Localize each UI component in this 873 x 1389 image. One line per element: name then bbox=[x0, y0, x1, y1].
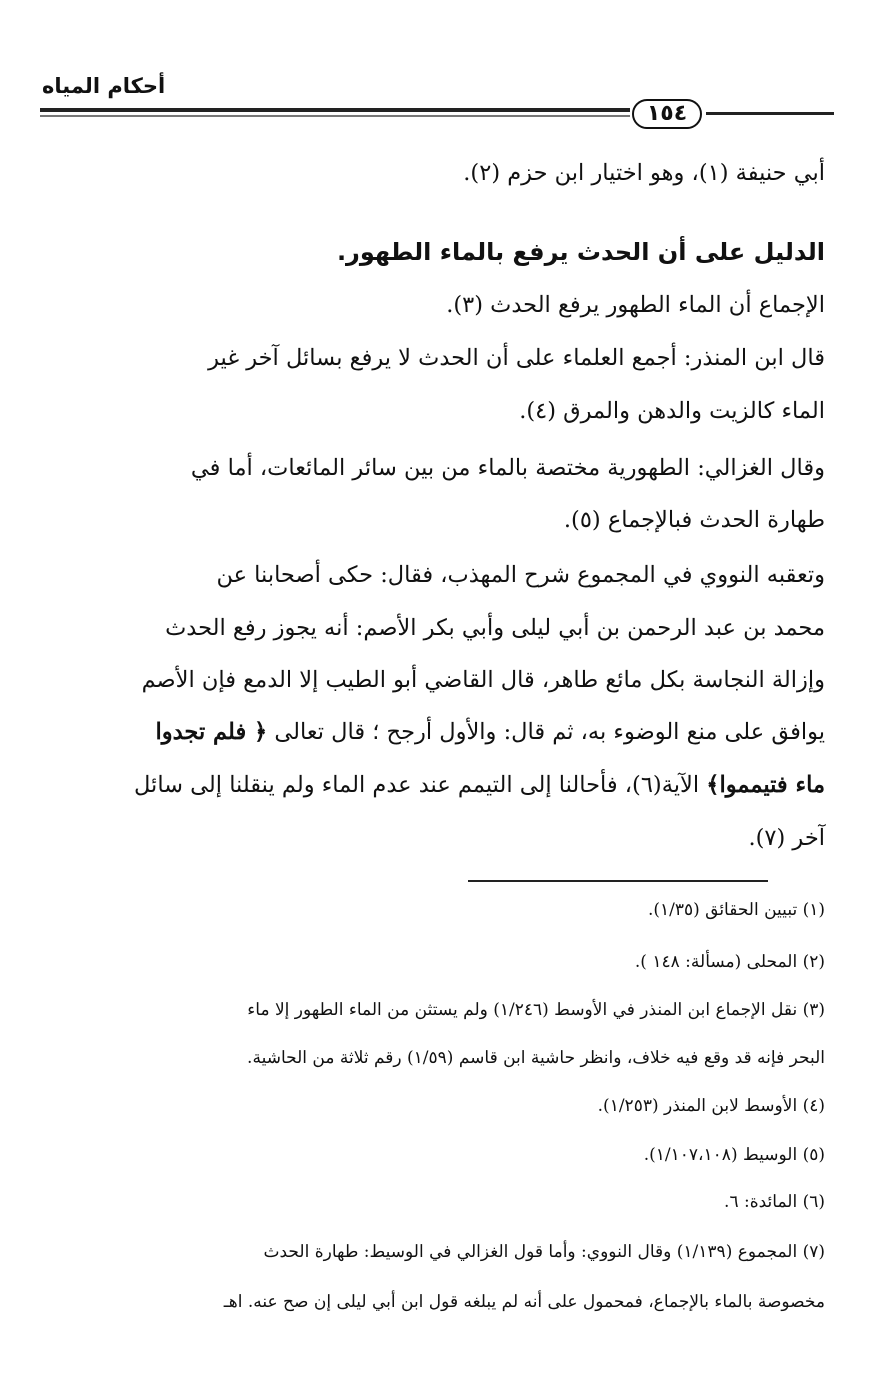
body-line-6: طهارة الحدث فبالإجماع (٥). bbox=[563, 507, 825, 533]
footnote-3: (٣) نقل الإجماع ابن المنذر في الأوسط (١/٢٤٦) ولم يستثن من الماء الطهور إلا ماء bbox=[247, 1000, 825, 1020]
running-header-title: أحكام المياه bbox=[42, 74, 166, 98]
body-line-2: الإجماع أن الماء الطهور يرفع الحدث (٣). bbox=[446, 292, 825, 318]
header-rule-secondary bbox=[40, 115, 630, 117]
footnote-separator bbox=[468, 880, 768, 882]
footnote-6: (٦) المائدة: ٦. bbox=[724, 1192, 825, 1212]
footnote-7-continued: مخصوصة بالماء بالإجماع، فمحمول على أنه لم يبلغه قول ابن أبي ليلى إن صح عنه. اهـ bbox=[223, 1292, 825, 1312]
body-line-10 bbox=[45, 719, 825, 745]
body-line-12: آخر (٧). bbox=[748, 825, 825, 851]
quran-quote: ماء فتيمموا﴾ bbox=[706, 772, 825, 798]
body-text: الآية(٦)، فأحالنا إلى التيمم عند عدم الماء ولم ينقلنا إلى سائل bbox=[134, 772, 707, 798]
body-line-3: قال ابن المنذر: أجمع العلماء على أن الحدث لا يرفع بسائل آخر غير bbox=[208, 345, 825, 371]
body-text: يوافق على منع الوضوء به، ثم قال: والأول أرجح ؛ قال تعالى bbox=[274, 719, 825, 745]
footnote-4: (٤) الأوسط لابن المنذر (١/٢٥٣). bbox=[597, 1096, 825, 1116]
body-line-9: وإزالة النجاسة بكل مائع طاهر، قال القاضي أبو الطيب إلا الدمع فإن الأصم bbox=[141, 667, 825, 693]
footnote-2: (٢) المحلى (مسألة: ١٤٨ ). bbox=[634, 952, 825, 972]
page-number: ١٥٤ bbox=[632, 99, 702, 129]
body-line-11 bbox=[45, 772, 825, 798]
body-line-1: أبي حنيفة (١)، وهو اختيار ابن حزم (٢). bbox=[463, 160, 825, 186]
body-line-7: وتعقبه النووي في المجموع شرح المهذب، فقال: حكى أصحابنا عن bbox=[216, 562, 825, 588]
footnote-7: (٧) المجموع (١/١٣٩) وقال النووي: وأما قول الغزالي في الوسيط: طهارة الحدث bbox=[263, 1242, 825, 1262]
section-heading: الدليل على أن الحدث يرفع بالماء الطهور. bbox=[336, 238, 825, 266]
body-line-4: الماء كالزيت والدهن والمرق (٤). bbox=[519, 398, 825, 424]
footnote-1: (١) تبيين الحقائق (١/٣٥). bbox=[647, 900, 825, 920]
header-rule bbox=[40, 108, 630, 112]
body-line-5: وقال الغزالي: الطهورية مختصة بالماء من بين سائر المائعات، أما في bbox=[190, 455, 825, 481]
body-line-8: محمد بن عبد الرحمن بن أبي ليلى وأبي بكر الأصم: أنه يجوز رفع الحدث bbox=[165, 615, 825, 641]
footnote-3-continued: البحر فإنه قد وقع فيه خلاف، وانظر حاشية ابن قاسم (١/٥٩) رقم ثلاثة من الحاشية. bbox=[247, 1048, 825, 1068]
quran-quote: ﴿ فلم تجدوا bbox=[155, 719, 268, 745]
footnote-5: (٥) الوسيط (١/١٠٧،١٠٨). bbox=[643, 1145, 825, 1165]
header-rule-right bbox=[706, 112, 834, 115]
